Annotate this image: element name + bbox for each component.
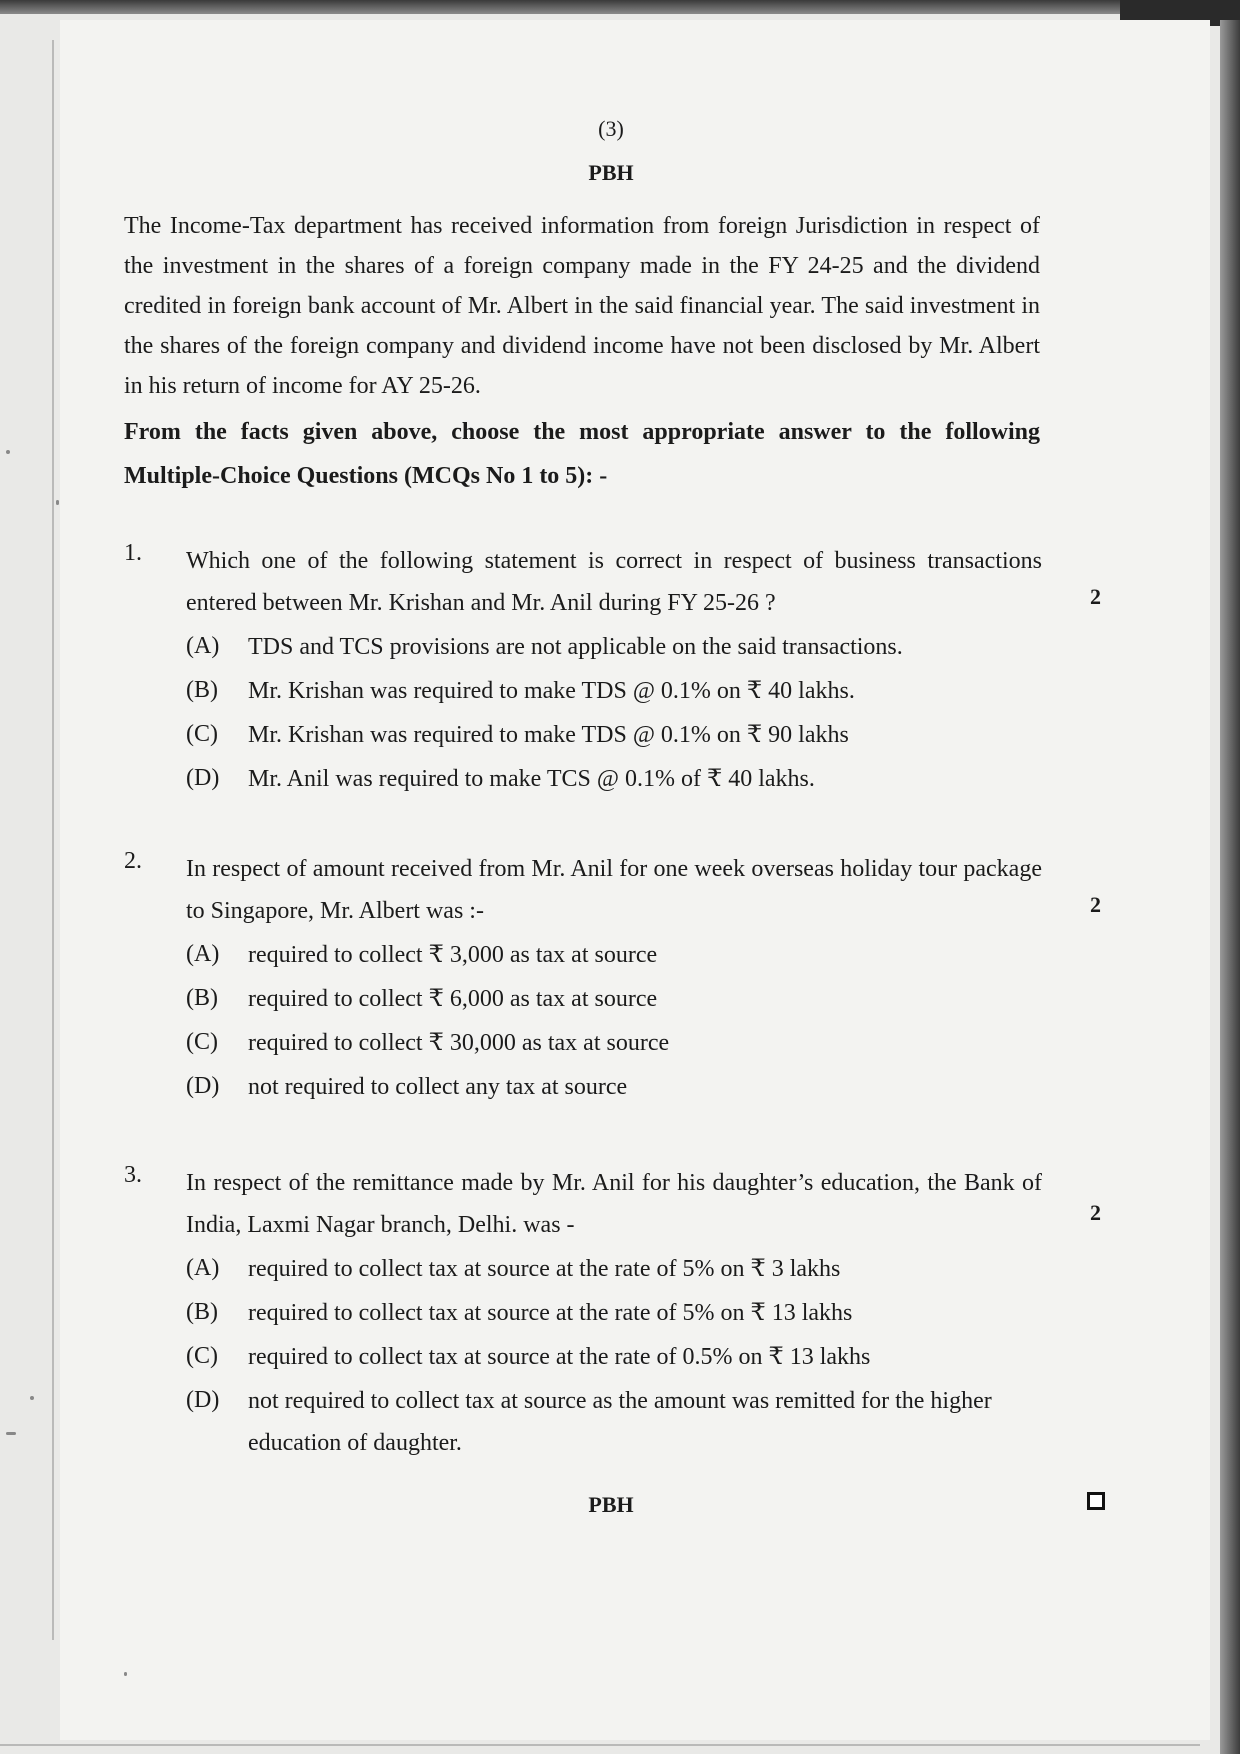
option-list [186,1246,1056,1464]
option-b [186,668,1056,712]
option-b [186,1290,1056,1334]
option-d [186,1064,1056,1108]
option-c [186,712,1056,756]
option-c [186,1020,1056,1064]
option-letter: (D) [186,1073,220,1099]
option-d [186,756,1056,800]
option-d [186,1378,1056,1464]
option-text: required to collect tax at source at the rate of 5% on ₹ 13 lakhs [248,1300,853,1326]
scan-speck [6,1432,16,1435]
page-number: (3) [598,116,624,141]
scan-right-edge [1220,20,1240,1754]
option-letter: (C) [186,1343,218,1369]
question-text: Which one of the following statement is correct in respect of business transactions entered between Mr. Krishan and Mr. Anil during FY 25-26 ? [186,548,1042,616]
option-text: Mr. Anil was required to make TCS @ 0.1% of ₹ 40 lakhs. [248,766,815,792]
option-b [186,976,1056,1020]
question-text: In respect of the remittance made by Mr. Anil for his daughter’s education, the Bank of India, Laxmi Nagar branch, Delhi. was - [186,1170,1042,1238]
paper-code-top: PBH [588,160,634,185]
option-letter: (A) [186,633,220,659]
option-text: Mr. Krishan was required to make TDS @ 0.1% on ₹ 40 lakhs. [248,678,855,704]
paper-code-bottom: PBH [588,1492,634,1517]
option-letter: (C) [186,1029,218,1055]
option-text: not required to collect tax at source as the amount was remitted for the higher education of daughter. [248,1388,992,1456]
page-corner-marker [1087,1492,1105,1510]
option-text: required to collect tax at source at the rate of 5% on ₹ 3 lakhs [248,1256,841,1282]
question-number: 1. [124,540,142,566]
option-text: required to collect tax at source at the rate of 0.5% on ₹ 13 lakhs [248,1344,871,1370]
scan-left-edge [52,40,54,1640]
option-list [186,932,1056,1108]
option-text: required to collect ₹ 6,000 as tax at source [248,986,658,1012]
option-letter: (B) [186,677,218,703]
option-letter: (B) [186,985,218,1011]
option-c [186,1334,1056,1378]
question-number: 3. [124,1162,142,1188]
option-letter: (D) [186,1387,220,1413]
scan-speck [124,1672,127,1676]
option-a [186,624,1056,668]
question-marks: 2 [1090,1200,1101,1225]
option-list [186,624,1056,800]
question-marks: 2 [1090,892,1101,917]
mcq-instruction: From the facts given above, choose the most appropriate answer to the following Multiple-Choice Questions (MCQs No 1 to 5): - [124,419,1040,489]
question-number: 2. [124,848,142,874]
scan-speck [30,1396,34,1400]
option-letter: (B) [186,1299,218,1325]
scan-bottom-edge [0,1744,1200,1746]
option-letter: (C) [186,721,218,747]
option-text: Mr. Krishan was required to make TDS @ 0.1% on ₹ 90 lakhs [248,722,849,748]
option-text: not required to collect any tax at source [248,1074,628,1100]
question-marks: 2 [1090,584,1101,609]
option-a [186,1246,1056,1290]
option-letter: (A) [186,1255,220,1281]
option-a [186,932,1056,976]
case-intro-paragraph: The Income-Tax department has received information from foreign Jurisdiction in respect of the investment in the shares of a foreign company made in the FY 24-25 and the dividend credited in foreign bank account of Mr. Albert in the said financial year. The said investment in the shares of the foreign company and dividend income have not been disclosed by Mr. Albert in his return of income for AY 25-26. [124,213,1040,399]
scan-top-edge [0,0,1240,14]
option-letter: (D) [186,765,220,791]
option-text: TDS and TCS provisions are not applicable on the said transactions. [248,634,903,660]
option-text: required to collect ₹ 30,000 as tax at source [248,1030,670,1056]
option-text: required to collect ₹ 3,000 as tax at source [248,942,658,968]
scan-speck [6,450,10,454]
option-letter: (A) [186,941,220,967]
question-text: In respect of amount received from Mr. Anil for one week overseas holiday tour package to Singapore, Mr. Albert was :- [186,856,1042,924]
scan-speck [56,500,59,505]
